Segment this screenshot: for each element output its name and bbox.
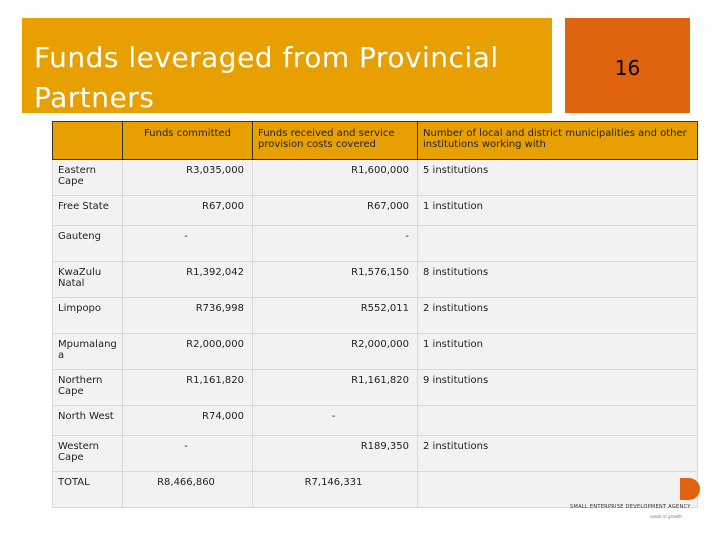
institutions-cell: 5 institutions bbox=[418, 160, 698, 196]
institutions-cell: 2 institutions bbox=[418, 436, 698, 472]
province-cell: Limpopo bbox=[53, 298, 123, 334]
province-cell: Mpumalang a bbox=[53, 334, 123, 370]
table-row bbox=[53, 196, 698, 226]
committed-cell: R736,998 bbox=[123, 298, 253, 334]
received-cell: - bbox=[253, 226, 418, 262]
table-row bbox=[53, 370, 698, 406]
received-cell: R2,000,000 bbox=[253, 334, 418, 370]
province-cell: KwaZulu Natal bbox=[53, 262, 123, 298]
committed-cell: R1,392,042 bbox=[123, 262, 253, 298]
institutions-cell: 8 institutions bbox=[418, 262, 698, 298]
table-header-row bbox=[53, 122, 698, 160]
committed-cell: R8,466,860 bbox=[123, 472, 253, 508]
table-row bbox=[53, 160, 698, 196]
received-cell: R67,000 bbox=[253, 196, 418, 226]
province-cell: Gauteng bbox=[53, 226, 123, 262]
institutions-cell: 2 institutions bbox=[418, 298, 698, 334]
institutions-cell: 1 institution bbox=[418, 196, 698, 226]
slide-number-box bbox=[565, 18, 690, 113]
received-cell: R189,350 bbox=[253, 436, 418, 472]
table-row bbox=[53, 406, 698, 436]
received-cell: R552,011 bbox=[253, 298, 418, 334]
logo-tagline: seeds of growth bbox=[650, 514, 682, 519]
province-cell: Eastern Cape bbox=[53, 160, 123, 196]
committed-cell: R1,161,820 bbox=[123, 370, 253, 406]
committed-cell: R3,035,000 bbox=[123, 160, 253, 196]
received-cell: R1,576,150 bbox=[253, 262, 418, 298]
received-cell: - bbox=[253, 406, 418, 436]
committed-cell: - bbox=[123, 226, 253, 262]
table-row bbox=[53, 226, 698, 262]
seda-logo bbox=[570, 478, 700, 528]
header-institutions: Number of local and district municipalities and other institutions working with bbox=[418, 122, 698, 160]
province-cell: North West bbox=[53, 406, 123, 436]
province-cell: Free State bbox=[53, 196, 123, 226]
header-province bbox=[53, 122, 123, 160]
header-funds-received: Funds received and service provision costs covered bbox=[253, 122, 418, 160]
table-row bbox=[53, 334, 698, 370]
committed-cell: R74,000 bbox=[123, 406, 253, 436]
table-row bbox=[53, 436, 698, 472]
institutions-cell: 9 institutions bbox=[418, 370, 698, 406]
province-cell: TOTAL bbox=[53, 472, 123, 508]
title-banner bbox=[22, 18, 552, 113]
logo-swoosh-icon bbox=[680, 478, 700, 500]
province-cell: Northern Cape bbox=[53, 370, 123, 406]
slide-title: Funds leveraged from Provincial Partners bbox=[34, 41, 499, 114]
slide-number: 16 bbox=[614, 56, 641, 80]
table-row bbox=[53, 298, 698, 334]
committed-cell: - bbox=[123, 436, 253, 472]
institutions-cell bbox=[418, 406, 698, 436]
committed-cell: R67,000 bbox=[123, 196, 253, 226]
received-cell: R7,146,331 bbox=[253, 472, 418, 508]
funds-table bbox=[52, 121, 698, 508]
received-cell: R1,600,000 bbox=[253, 160, 418, 196]
table-row bbox=[53, 262, 698, 298]
province-cell: Western Cape bbox=[53, 436, 123, 472]
institutions-cell: 1 institution bbox=[418, 334, 698, 370]
received-cell: R1,161,820 bbox=[253, 370, 418, 406]
committed-cell: R2,000,000 bbox=[123, 334, 253, 370]
institutions-cell bbox=[418, 226, 698, 262]
header-funds-committed: Funds committed bbox=[123, 122, 253, 160]
logo-name: SMALL ENTERPRISE DEVELOPMENT AGENCY bbox=[570, 504, 691, 510]
